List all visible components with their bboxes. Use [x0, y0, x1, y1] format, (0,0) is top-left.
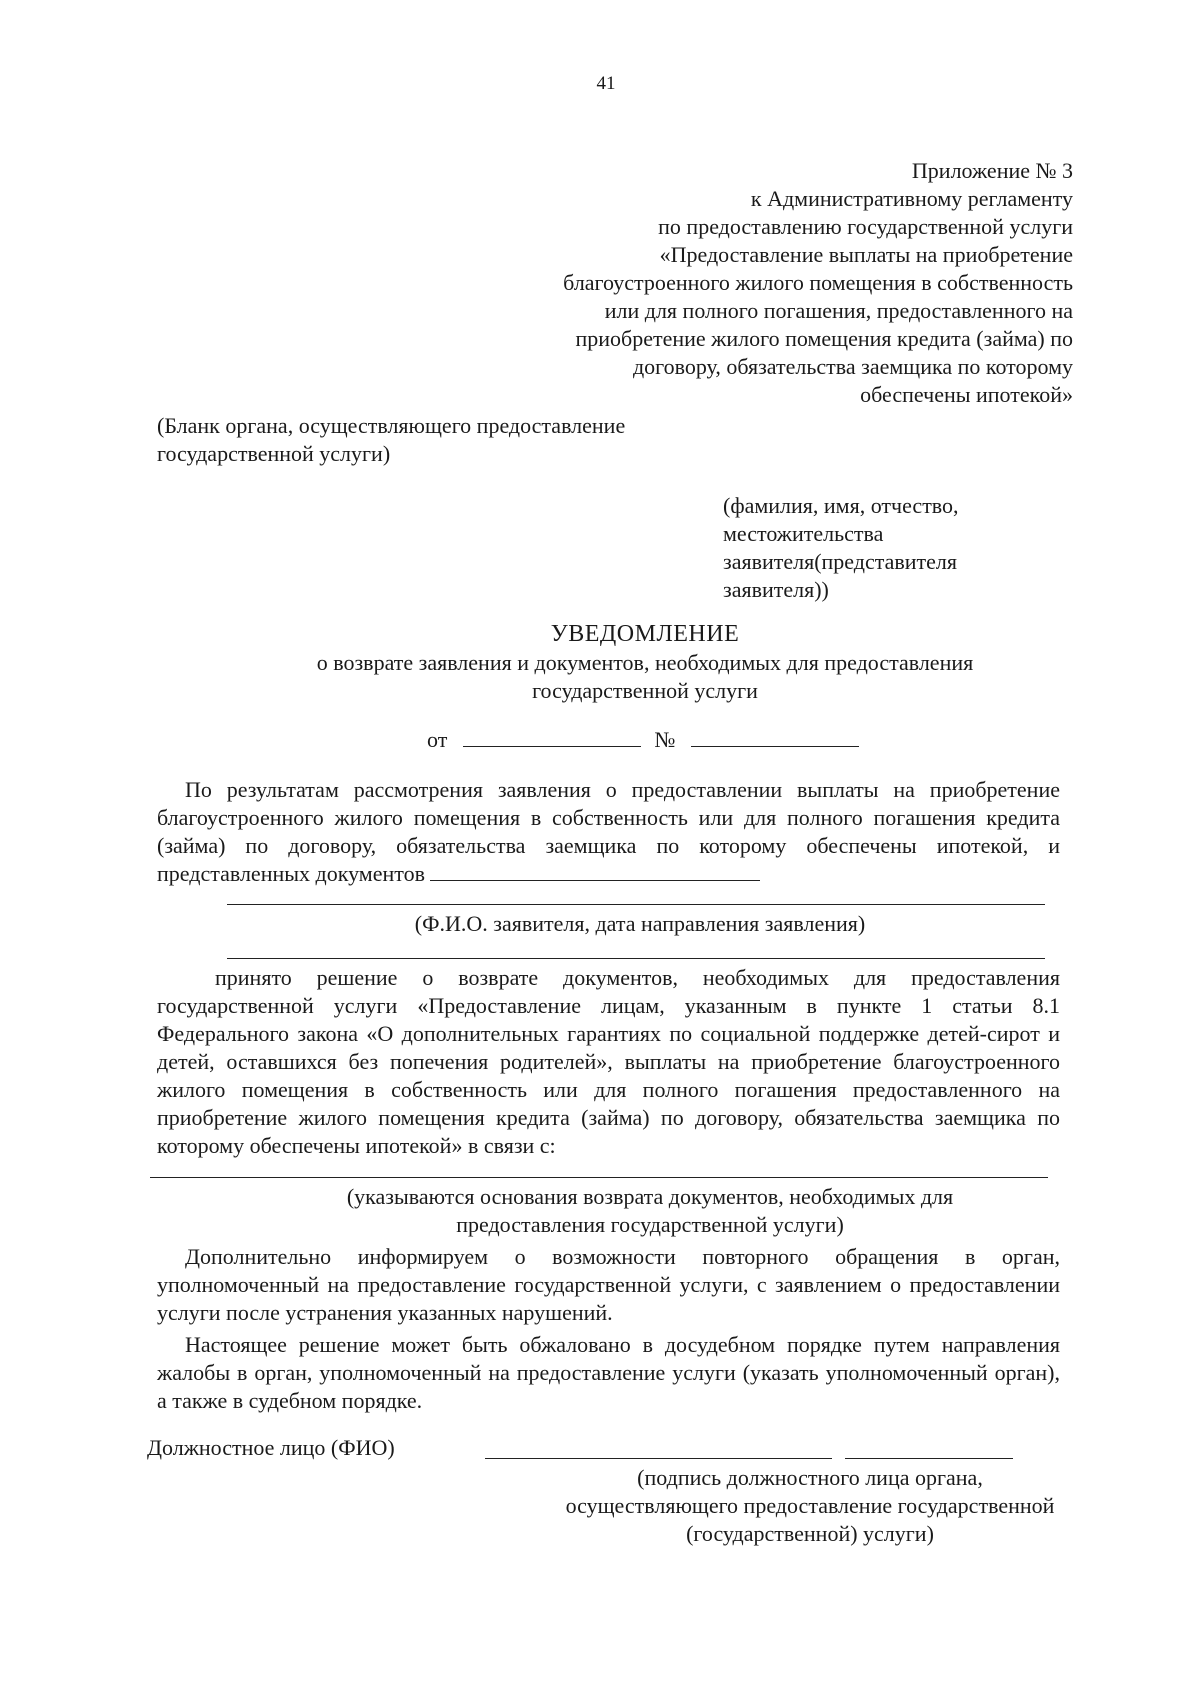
signature-line[interactable]: [485, 1458, 832, 1459]
paragraph-decision: [157, 964, 1060, 1160]
from-label: от: [427, 727, 448, 752]
applicant-line[interactable]: [227, 904, 1045, 905]
subtitle-line: государственной услуги: [532, 678, 758, 703]
recipient-block: [723, 492, 959, 604]
appendix-line: по предоставлению государственной услуги: [658, 214, 1073, 239]
appendix-line: обеспечены ипотекой»: [860, 382, 1073, 407]
reason-note: [280, 1183, 1020, 1239]
authority-blank-label: [157, 412, 625, 468]
blank-line-text: государственной услуги): [157, 441, 391, 466]
appendix-line: или для полного погашения, предоставленного на: [604, 298, 1073, 323]
notice-title: УВЕДОМЛЕНИЕ: [550, 621, 740, 647]
appendix-line: к Административному регламенту: [750, 186, 1073, 211]
reason-note-line: (указываются основания возврата документов, необходимых для: [346, 1184, 954, 1209]
appendix-line: «Предоставление выплаты на приобретение: [659, 242, 1073, 267]
reason-line[interactable]: [150, 1177, 1048, 1178]
appendix-line: Приложение № 3: [911, 158, 1073, 183]
recipient-line: заявителя(представителя: [723, 549, 958, 574]
number-label: №: [654, 727, 676, 752]
recipient-line: заявителя)): [723, 577, 829, 602]
paragraph-info: [157, 1243, 1060, 1327]
signature-note-line: (государственной) услуги): [686, 1521, 934, 1546]
paragraph-results-text: По результатам рассмотрения заявления о предоставлении выплаты на приобретение благоустроенного жилого помещения в собственность или для полного погашения кредита (займа) по договору, обязательства заемщика по которому обеспечены ипотекой, и представленных документов: [157, 777, 1060, 886]
paragraph-appeal-text: Настоящее решение может быть обжаловано в досудебном порядке путем направления жалобы в орган, уполномоченный на предоставление услуги (указать уполномоченный орган), а также в судебном порядке.: [157, 1332, 1060, 1413]
applicant-note: (Ф.И.О. заявителя, дата направления заявления): [414, 911, 866, 936]
recipient-line: (фамилия, имя, отчество,: [723, 493, 959, 518]
recipient-line: местожительства: [723, 521, 884, 546]
name-line[interactable]: [845, 1458, 1013, 1459]
official-label: Должностное лицо (ФИО): [147, 1435, 395, 1460]
signature-note: [440, 1464, 1180, 1548]
reason-note-line: предоставления государственной услуги): [456, 1212, 844, 1237]
paragraph-info-text: Дополнительно информируем о возможности повторного обращения в орган, уполномоченный на предоставление государственной услуги, с заявлением о предоставлении услуги после устранения указанных нарушений.: [157, 1244, 1060, 1325]
appendix-line: благоустроенного жилого помещения в собственность: [563, 270, 1073, 295]
appendix-header: [563, 157, 1073, 409]
subtitle-line: о возврате заявления и документов, необходимых для предоставления: [316, 650, 974, 675]
paragraph-results: [157, 776, 1060, 888]
applicant-line-2[interactable]: [227, 958, 1045, 959]
date-field[interactable]: [463, 728, 641, 747]
blank-line-text: (Бланк органа, осуществляющего предоставление: [157, 413, 626, 438]
number-field[interactable]: [691, 728, 859, 747]
signature-note-line: осуществляющего предоставление государственной: [565, 1493, 1055, 1518]
paragraph-decision-text: принято решение о возврате документов, необходимых для предоставления государственной услуги «Предоставление лицам, указанным в пункте 1 статьи 8.1 Федерального закона «О дополнительных гарантиях по социальной поддержке детей-сирот и детей, оставшихся без попечения родителей», выплаты на приобретение благоустроенного жилого помещения в собственность или для полного погашения предоставленного на приобретение жилого помещения кредита (займа) по договору, обязательства заемщика по которому обеспечены ипотекой» в связи с:: [157, 965, 1060, 1158]
signature-note-line: (подпись должностного лица органа,: [637, 1465, 983, 1490]
paragraph-appeal: [157, 1331, 1060, 1415]
appendix-line: приобретение жилого помещения кредита (займа) по: [575, 326, 1073, 351]
page-number: 41: [596, 73, 616, 94]
notice-subtitle: [0, 649, 1200, 705]
appendix-line: договору, обязательства заемщика по которому: [632, 354, 1073, 379]
documents-field[interactable]: [430, 880, 760, 881]
date-number-row: [427, 726, 859, 754]
